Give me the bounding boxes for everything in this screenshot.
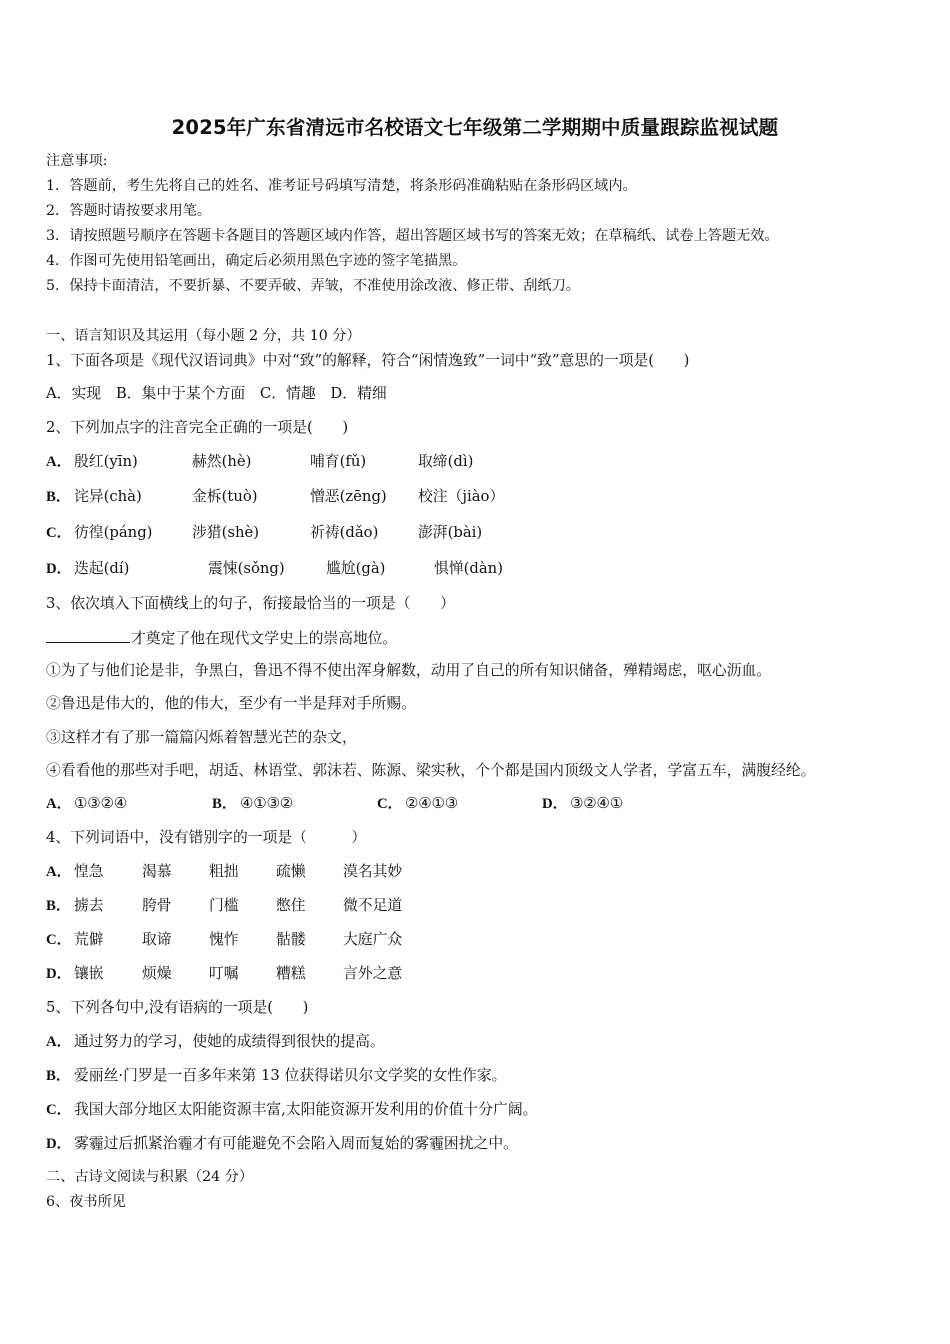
option-text: 雾霾过后抓紧治霾才有可能避免不会陷入周而复始的雾霾困扰之中。 (74, 1135, 518, 1152)
word-item: 愧怍 (209, 931, 239, 948)
word-item: 渴慕 (142, 863, 172, 880)
word-item: 微不足道 (343, 897, 403, 914)
pinyin-item: 涉猎(shè) (192, 524, 260, 541)
pinyin-item: 校注（jiào） (418, 488, 505, 505)
word-item: 镶嵌 (74, 965, 104, 982)
section-heading: 二、古诗文阅读与积累（24 分） (46, 1169, 254, 1185)
option-label: C． (46, 525, 72, 541)
pinyin-item: 迭起(dí) (74, 560, 130, 577)
word-item: 烦燥 (142, 965, 172, 982)
question-6-stem: 6、夜书所见 (46, 1194, 126, 1210)
word-item: 骷髅 (276, 931, 306, 948)
word-item: 疏懒 (276, 863, 306, 880)
word-item: 胯骨 (142, 897, 172, 914)
option-label: B． (46, 489, 71, 505)
word-item: 掳去 (74, 897, 104, 914)
option-label: C． (46, 1102, 72, 1118)
pinyin-item: 殷红(yīn) (74, 453, 138, 470)
option-label: A． (46, 454, 72, 470)
option-label: A． (46, 1034, 72, 1050)
section-heading: 一、语言知识及其运用（每小题 2 分，共 10 分） (46, 328, 361, 344)
option-label: A． (46, 864, 72, 880)
word-item: 憋住 (276, 897, 306, 914)
option-label: D． (542, 796, 568, 812)
option-text: ①③②④ (74, 795, 128, 812)
question-2-stem: 2、下列加点字的注音完全正确的一项是( ) (46, 419, 349, 436)
word-item: 荒僻 (74, 931, 104, 948)
option-text: 通过努力的学习，使她的成绩得到很快的提高。 (74, 1033, 385, 1050)
sentence-item: ②鲁迅是伟大的，他的伟大，至少有一半是拜对手所赐。 (46, 695, 416, 712)
sentence-item: ③这样才有了那一篇篇闪烁着智慧光芒的杂文， (46, 729, 357, 746)
question-5-stem: 5、下列各句中,没有语病的一项是( ) (46, 999, 309, 1016)
notice-item: 2．答题时请按要求用笔。 (46, 203, 212, 219)
pinyin-item: 诧异(chà) (74, 488, 142, 505)
word-item: 大庭广众 (343, 931, 403, 948)
option-text: ④①③② (240, 795, 294, 812)
option-label: B． (46, 898, 71, 914)
option-text: ②④①③ (405, 795, 459, 812)
notice-item: 3．请按照题号顺序在答题卡各题目的答题区域内作答，超出答题区域书写的答案无效；在草稿纸、试卷上答题无效。 (46, 228, 779, 244)
word-item: 漠名其妙 (343, 863, 403, 880)
option-label: D． (46, 966, 72, 982)
notice-item: 4．作图可先使用铅笔画出，确定后必须用黑色字迹的签字笔描黑。 (46, 253, 467, 269)
pinyin-item: 取缔(dì) (418, 453, 474, 470)
sentence-text: 才奠定了他在现代文学史上的崇高地位。 (131, 630, 398, 647)
option-text: 我国大部分地区太阳能资源丰富,太阳能资源开发利用的价值十分广阔。 (74, 1101, 538, 1118)
fill-blank (46, 628, 130, 643)
exam-title: 2025年广东省清远市名校语文七年级第二学期期中质量跟踪监视试题 (171, 116, 779, 139)
pinyin-item: 赫然(hè) (192, 453, 252, 470)
pinyin-item: 金柝(tuò) (192, 488, 258, 505)
pinyin-item: 彷徨(páng) (74, 524, 153, 541)
pinyin-item: 哺育(fǔ) (310, 453, 367, 470)
sentence-item: ①为了与他们论是非，争黑白，鲁迅不得不使出浑身解数，动用了自己的所有知识储备，殚精竭虑，呕心沥血。 (46, 662, 772, 679)
word-item: 粗拙 (209, 863, 239, 880)
option-label: B． (46, 1068, 71, 1084)
pinyin-item: 澎湃(bài) (418, 524, 483, 541)
option-label: C． (46, 932, 72, 948)
pinyin-item: 祈祷(dǎo) (310, 524, 379, 541)
question-3-sentence (46, 628, 397, 649)
notice-item: 1．答题前，考生先将自己的姓名、准考证号码填写清楚，将条形码准确粘贴在条形码区域内。 (46, 178, 637, 194)
word-item: 门槛 (209, 897, 239, 914)
option-text: ③②④① (570, 795, 624, 812)
pinyin-item: 震悚(sǒng) (208, 560, 285, 577)
pinyin-item: 尴尬(gà) (326, 560, 386, 577)
notice-item: 5．保持卡面清洁，不要折暴、不要弄破、弄皱，不准使用涂改液、修正带、刮纸刀。 (46, 278, 580, 294)
word-item: 惶急 (74, 863, 104, 880)
notice-heading: 注意事项: (46, 153, 108, 169)
option-label: B． (212, 796, 237, 812)
pinyin-item: 憎恶(zēng) (310, 488, 387, 505)
pinyin-item: 惧惮(dàn) (434, 560, 503, 577)
word-item: 糟糕 (276, 965, 306, 982)
option-text: 爱丽丝·门罗是一百多年来第 13 位获得诺贝尔文学奖的女性作家。 (74, 1067, 507, 1084)
question-3-stem: 3、依次填入下面横线上的句子，衔接最恰当的一项是（ ） (46, 595, 455, 612)
option-label: D． (46, 561, 72, 577)
word-item: 言外之意 (343, 965, 403, 982)
word-item: 叮嘱 (209, 965, 239, 982)
word-item: 取谛 (142, 931, 172, 948)
option-label: D． (46, 1136, 72, 1152)
sentence-item: ④看看他的那些对手吧，胡适、林语堂、郭沫若、陈源、梁实秋，个个都是国内顶级文人学者，学富五车，满腹经纶。 (46, 762, 816, 779)
option-label: A． (46, 796, 72, 812)
question-1-stem: 1、下面各项是《现代汉语词典》中对“致”的解释，符合“闲情逸致”一词中“致”意思的一项是( ) (46, 352, 690, 369)
option-label: C． (377, 796, 403, 812)
question-1-options: A．实现 B．集中于某个方面 C．情趣 D．精细 (46, 385, 387, 402)
question-4-stem: 4、下列词语中，没有错别字的一项是（ ） (46, 829, 367, 846)
